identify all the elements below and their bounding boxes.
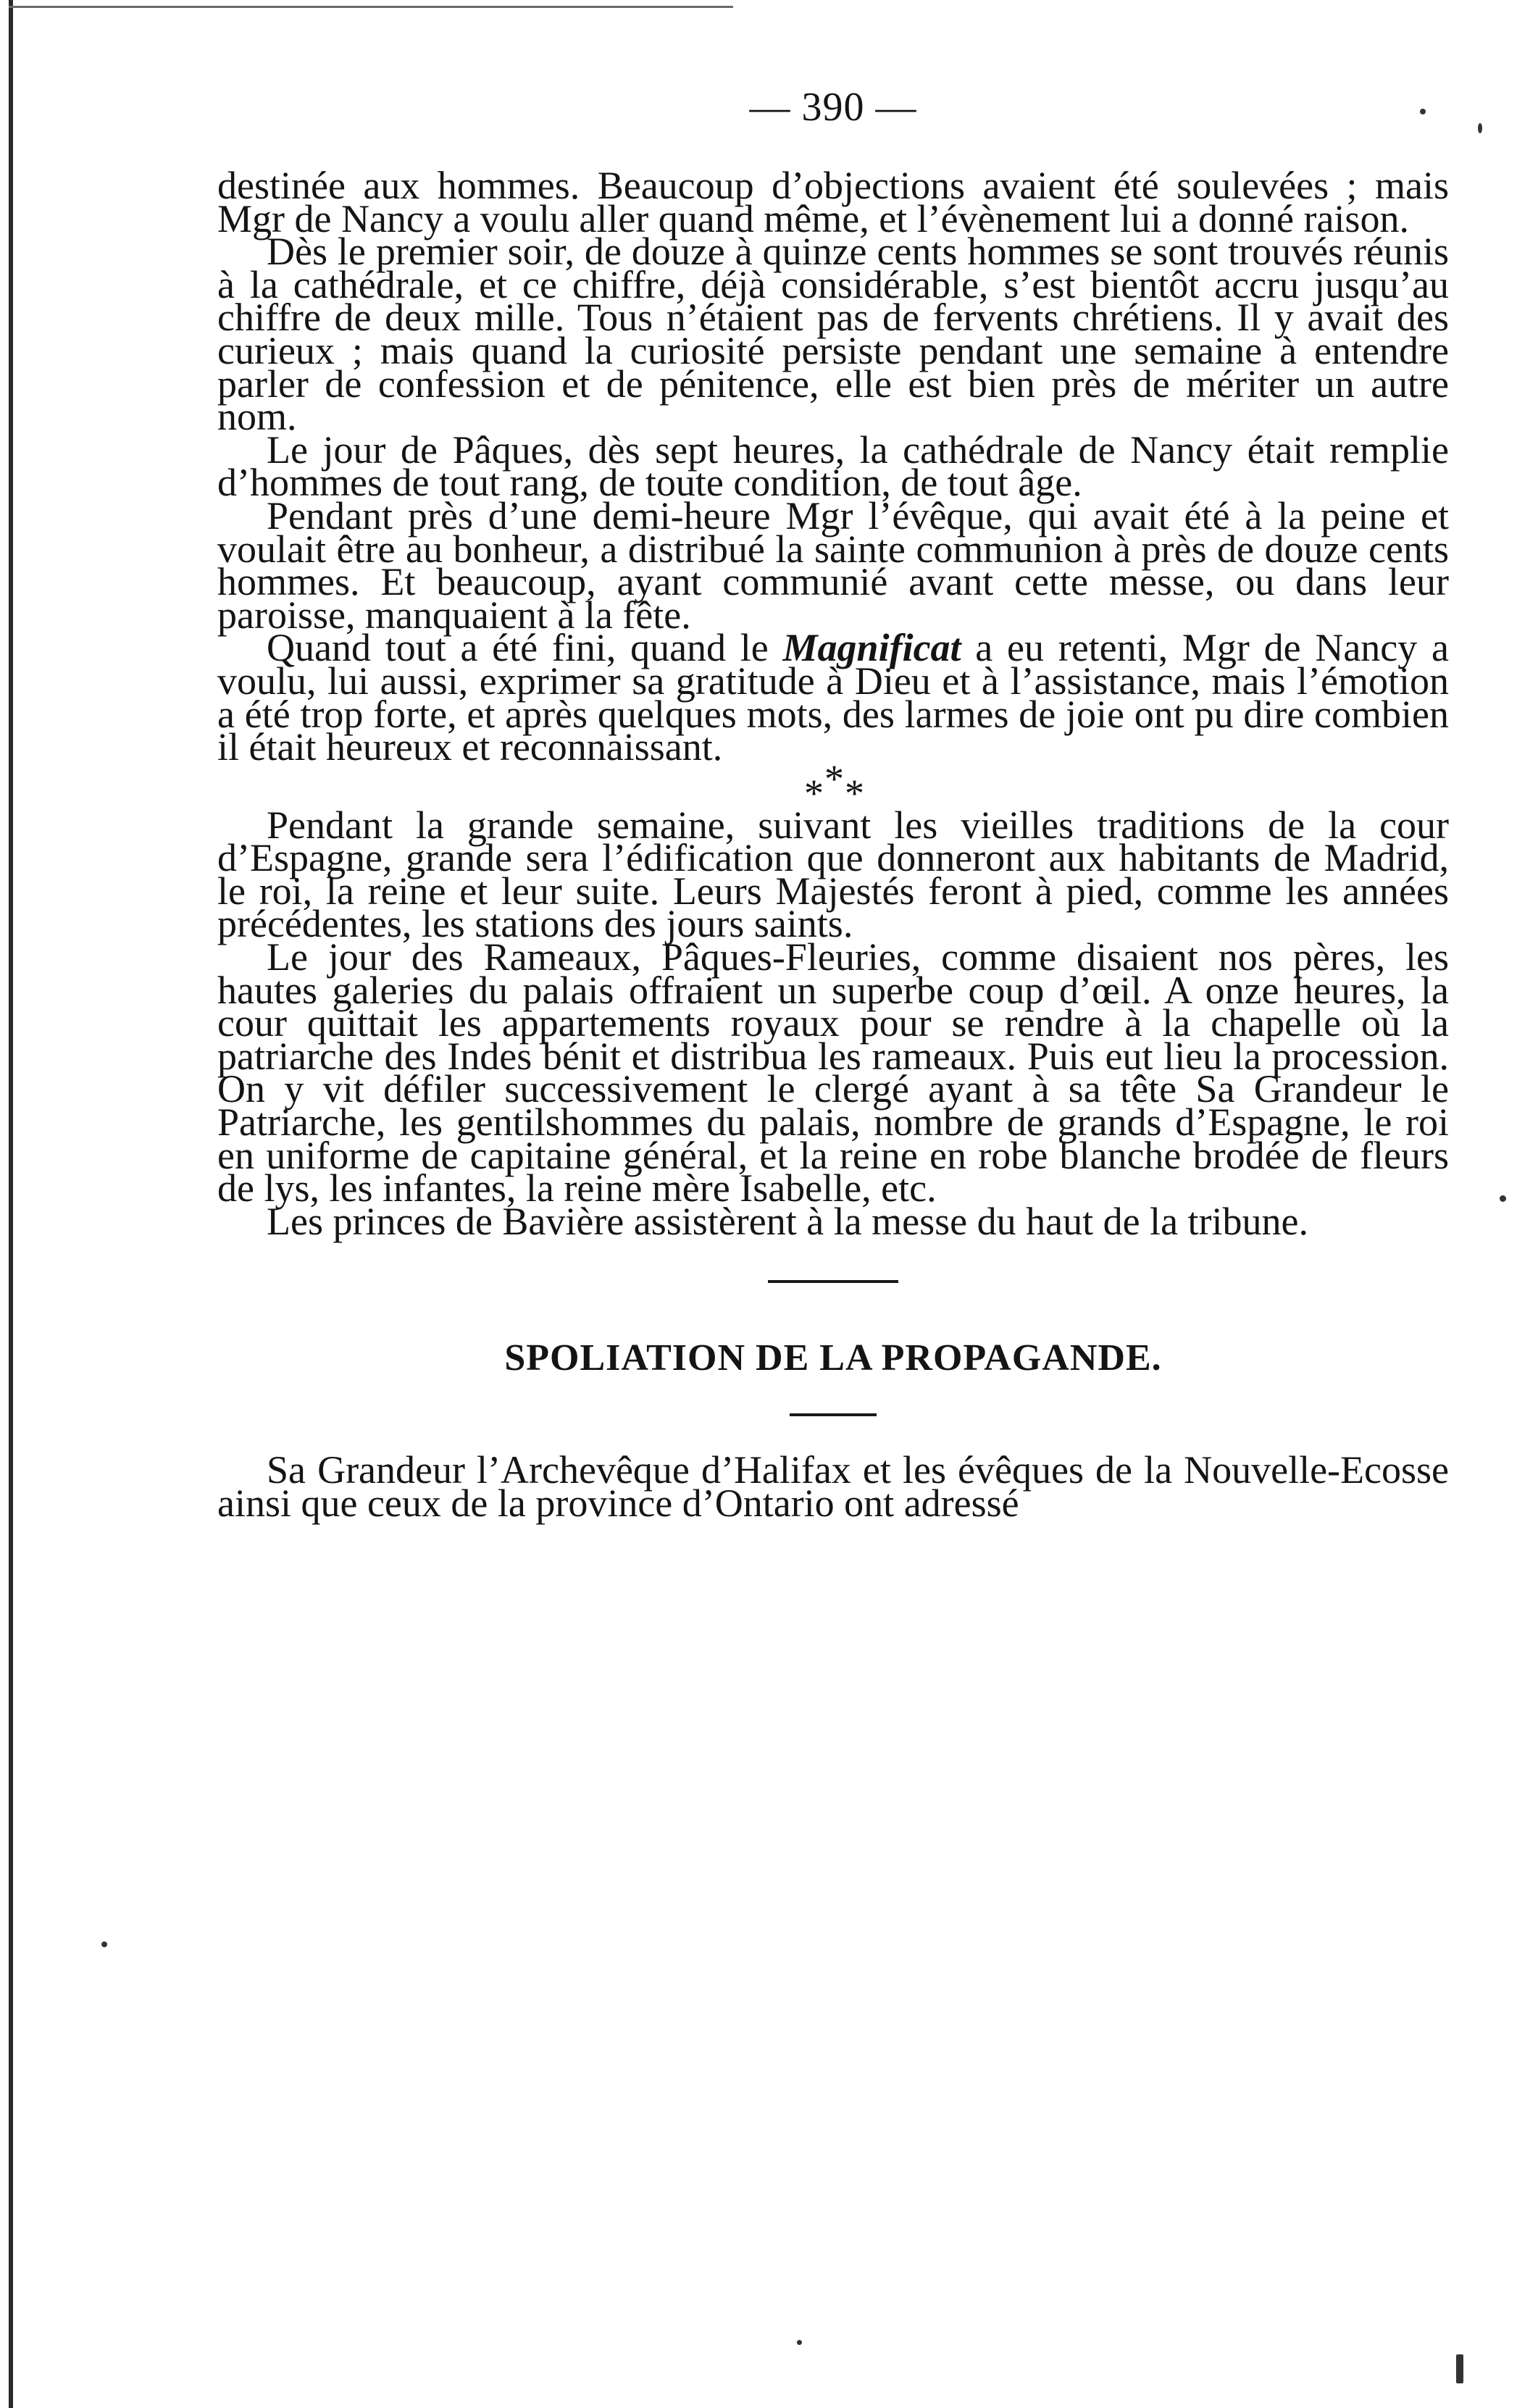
text-column	[217, 72, 1449, 1525]
paragraph-4: Pendant près d’une demi-heure Mgr l’évêque, qui avait été à la peine et voulait être au bonheur, a distribué la sainte communion à près de douze cents hommes. Et beaucoup, ayant communié avant cette messe, ou dans leur paroisse, manquaient à la fête.	[217, 493, 1449, 637]
scan-speck	[1500, 1195, 1506, 1202]
scan-speck	[1456, 2354, 1463, 2383]
paragraph-6: Le jour des Rameaux, Pâques-Fleuries, comme disaient nos pères, les hautes galeries du palais offraient un superbe coup d’œil. A onze heures, la cour quittait les appartements royaux pour se rendre à la chapelle où la patriarche des Indes bénit et distribua les rameaux. Puis eut lieu la procession. On y vit défiler successivement le clergé ayant à sa tête Sa Grandeur le Patriarche, les gentilshommes du palais, nombre de grands d’Espagne, le roi en uniforme de capitaine général, et la reine en robe blanche brodée de fleurs de lys, les infantes, la reine mère Isabelle, etc.	[217, 935, 1449, 1211]
section-title: SPOLIATION DE LA PROPAGANDE.	[504, 1337, 1162, 1379]
paragraph-2: Dès le premier soir, de douze à quinze cents hommes se sont trouvés réunis à la cathédrale, et ce chiffre, déjà considérable, s’est bientôt accru jusqu’au chiffre de deux mille. Tous n’étaient pas de fervents chrétiens. Il y avait des curieux ; mais quand la curiosité persiste pendant une semaine à entendre parler de confession et de pénitence, elle est bien près de mériter un autre nom.	[217, 230, 1449, 439]
asterism-star-top: *	[824, 756, 844, 800]
scan-speck	[797, 2340, 802, 2345]
paragraph-7: Les princes de Bavière assistèrent à la messe du haut de la tribune.	[267, 1199, 1308, 1243]
scan-speck	[1420, 109, 1426, 114]
magnificat-italic: Magnificat	[782, 626, 961, 670]
magnificat-text-after: a eu retenti, Mgr de Nancy a voulu, lui aussi, exprimer sa gratitude à Dieu et à l’assistance, mais l’émotion a été trop forte, et après quelques mots, des larmes de joie ont pu dire combien il était heureux et reconnaissant.	[217, 626, 1449, 769]
scan-speck	[101, 1941, 107, 1947]
asterism-separator	[217, 756, 1449, 815]
paragraph-1: destinée aux hommes. Beaucoup d’objections avaient été soulevées ; mais Mgr de Nancy a voulu aller quand même, et l’évènement lui a donné raison.	[217, 164, 1449, 241]
paragraph-3: Le jour de Pâques, dès sept heures, la cathédrale de Nancy était remplie d’hommes de tout rang, de toute condition, de tout âge.	[217, 427, 1449, 505]
scan-left-edge	[9, 0, 13, 2408]
asterism-star-right: *	[845, 771, 864, 815]
section-divider-rule	[768, 1280, 898, 1283]
page-number: — 390 —	[749, 85, 917, 130]
scan-speck	[1478, 123, 1482, 133]
asterism-star-left: *	[804, 771, 824, 815]
title-underline-rule	[790, 1413, 877, 1416]
paragraph-5: Pendant la grande semaine, suivant les vieilles traditions de la cour d’Espagne, grande sera l’édification que donneront aux habitants de Madrid, le roi, la reine et leur suite. Leurs Majestés feront à pied, comme les années précédentes, les stations des jours saints.	[217, 803, 1449, 946]
paragraph-magnificat	[217, 626, 1449, 769]
scan-top-edge	[9, 6, 733, 8]
paragraph-final: Sa Grandeur l’Archevêque d’Halifax et les évêques de la Nouvelle-Ecosse ainsi que ceux de la province d’Ontario ont adressé	[217, 1448, 1449, 1525]
magnificat-text-before: Quand tout a été fini, quand le	[267, 626, 783, 670]
